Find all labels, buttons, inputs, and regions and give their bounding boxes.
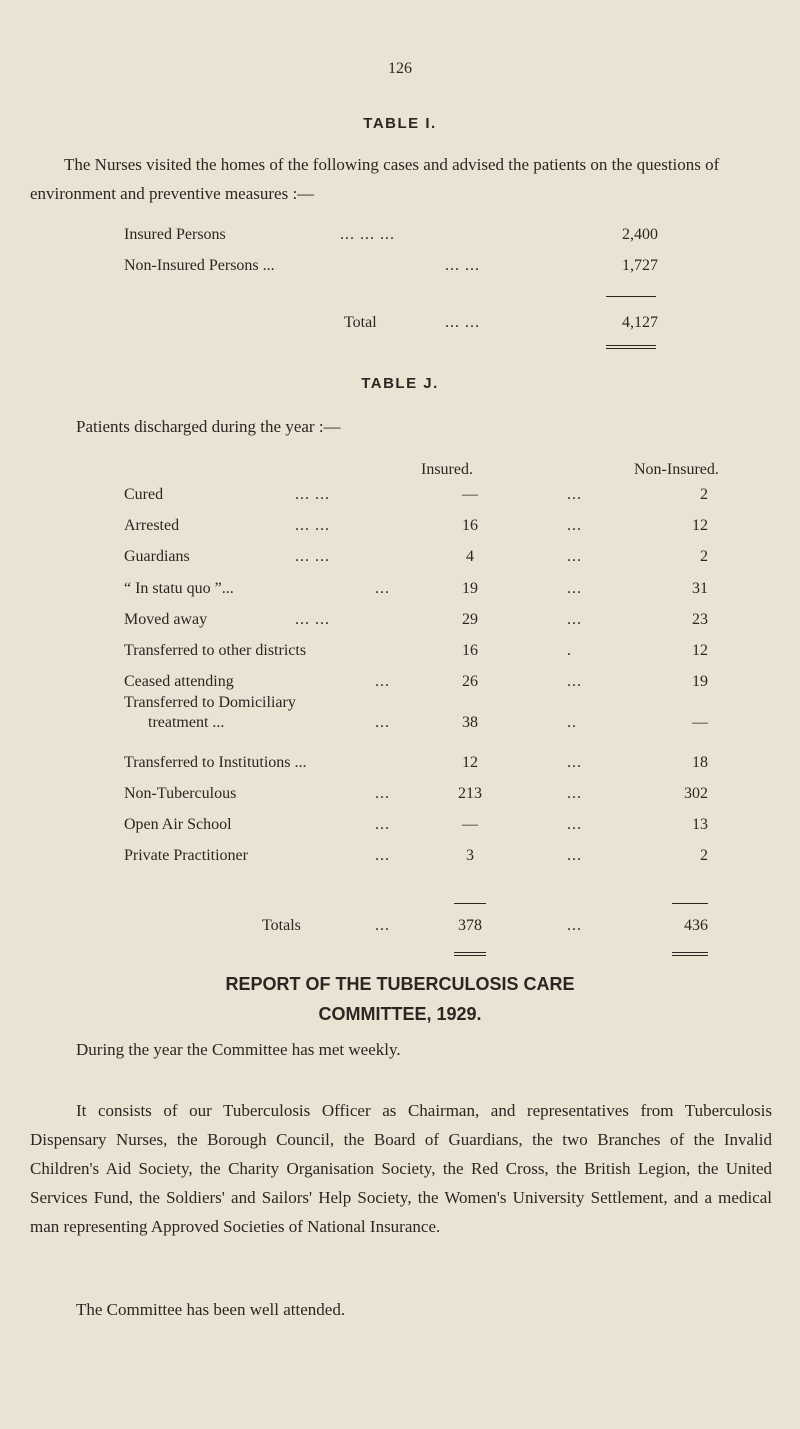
report-title-line1: REPORT OF THE TUBERCULOSIS CARE — [225, 974, 575, 994]
table-row — [0, 642, 800, 666]
row-insured-value: 3 — [466, 847, 474, 865]
total-rule-top — [606, 345, 656, 346]
table-j-intro: Patients discharged during the year :— — [76, 417, 341, 436]
row-insured-value: — — [462, 816, 478, 833]
row-label: Non-Tuberculous — [124, 784, 237, 802]
row-mid-dots: ... — [567, 517, 582, 535]
table-row — [0, 785, 800, 809]
row-non-insured-value: 302 — [684, 784, 708, 802]
row-insured-value: 38 — [462, 714, 478, 732]
row-mid-dots: ... — [567, 548, 582, 566]
row-insured-value: 16 — [462, 517, 478, 535]
row-mid-dots: ... — [567, 579, 582, 597]
row-mid-dots: ... — [567, 784, 582, 802]
row-label: Moved away — [124, 610, 208, 628]
totals-label: Totals — [262, 917, 301, 934]
totals-insured: 378 — [458, 917, 482, 934]
row-non-insured-value: 2 — [700, 847, 708, 865]
row-label: “ In statu quo ”... — [124, 579, 234, 597]
row-mid-dots: ... — [567, 673, 582, 691]
row-insured-value: 4 — [466, 548, 474, 566]
row-label: Transferred to other districts — [124, 642, 307, 659]
row-insured-value: 16 — [462, 642, 478, 659]
total-label: Total — [344, 314, 377, 331]
report-paragraph-3: The Committee has been well attended. — [76, 1300, 346, 1319]
row-dots: ... ... — [295, 517, 330, 535]
row-label: Cured — [124, 486, 164, 503]
row-value: 2,400 — [622, 226, 658, 243]
row-label: Transferred to Institutions ... — [124, 753, 307, 771]
row-dots: ... — [375, 714, 390, 732]
row-dots: ... ... ... — [340, 226, 395, 243]
row-insured-value: 12 — [462, 753, 478, 771]
row-label: Guardians — [124, 548, 190, 566]
row-non-insured-value: 19 — [692, 673, 708, 691]
table-row — [0, 754, 800, 778]
table-row — [0, 548, 800, 572]
table-j-title: TABLE J. — [361, 375, 439, 392]
row-insured-value: 19 — [462, 579, 478, 597]
non-insured-subtotal-rule — [672, 903, 708, 904]
col-header-non-insured: Non-Insured. — [634, 461, 719, 478]
table-i-title: TABLE I. — [363, 115, 437, 132]
row-non-insured-value: 18 — [692, 753, 708, 771]
totals-mid-dots: ... — [567, 917, 582, 934]
table-i-row — [0, 226, 800, 250]
table-row — [0, 611, 800, 635]
row-non-insured-value: — — [692, 714, 708, 732]
row-non-insured-value: 2 — [700, 548, 708, 566]
total-value: 4,127 — [622, 314, 658, 331]
row-mid-dots: ... — [567, 847, 582, 865]
row-label-continued: treatment ... — [148, 714, 225, 732]
row-mid-dots: ... — [567, 753, 582, 771]
insured-subtotal-rule — [454, 903, 486, 904]
table-row — [0, 816, 800, 840]
col-header-insured: Insured. — [421, 461, 473, 478]
row-non-insured-value: 2 — [700, 486, 708, 503]
row-dots: ... ... — [445, 257, 480, 274]
row-label: Ceased attending — [124, 673, 234, 691]
table-i-row — [0, 257, 800, 281]
row-dots: ... ... — [295, 486, 330, 503]
row-non-insured-value: 12 — [692, 517, 708, 535]
row-non-insured-value: 23 — [692, 610, 708, 628]
table-i-total-row — [0, 314, 800, 338]
row-insured-value: — — [462, 486, 478, 503]
row-insured-value: 213 — [458, 784, 482, 802]
row-non-insured-value: 31 — [692, 579, 708, 597]
table-row — [0, 847, 800, 871]
table-row — [0, 517, 800, 541]
row-label: Insured Persons — [124, 226, 226, 243]
row-dots: ... ... — [295, 610, 330, 628]
row-insured-value: 29 — [462, 610, 478, 628]
non-insured-total-rule-top — [672, 952, 708, 953]
row-mid-dots: ... — [567, 486, 582, 503]
row-mid-dots: .. — [567, 714, 577, 732]
table-j-totals-row — [0, 917, 800, 941]
table-j-header — [0, 461, 800, 485]
row-label: Non-Insured Persons ... — [124, 257, 275, 274]
row-value: 1,727 — [622, 257, 658, 274]
row-label: Arrested — [124, 517, 180, 535]
table-row — [0, 580, 800, 604]
insured-total-rule-top — [454, 952, 486, 953]
table-row — [0, 486, 800, 510]
row-non-insured-value: 12 — [692, 642, 708, 659]
subtotal-rule — [606, 296, 656, 297]
row-dots: ... — [375, 816, 390, 833]
total-dots: ... ... — [445, 314, 480, 331]
report-paragraph-2: It consists of our Tuberculosis Officer as Chairman, and representatives from Tuberculosis Dispensary Nurses, the Borough Council, the Board of Guardians, the two Branches of the Invalid Children's Aid Society, the Charity Organisation Society, the Red Cross, the British Legion, the United Services Fund, the Soldiers' and Sailors' Help Society, the Women's University Settlement, and a medical man representing Approved Societies of National Insurance. — [30, 1101, 772, 1236]
report-title-line2: COMMITTEE, 1929. — [318, 1004, 482, 1024]
table-row — [0, 673, 800, 697]
row-insured-value: 26 — [462, 673, 478, 691]
page-number: 126 — [388, 60, 412, 77]
table-i-intro: The Nurses visited the homes of the following cases and advised the patients on the questions of environment and preventive measures :— — [30, 155, 720, 203]
total-rule-bottom — [606, 348, 656, 349]
row-dots: ... ... — [295, 548, 330, 566]
row-dots: ... — [375, 579, 390, 597]
row-dots: ... — [375, 673, 390, 691]
insured-total-rule-bottom — [454, 955, 486, 956]
totals-dots: ... — [375, 917, 390, 934]
table-row — [0, 694, 800, 738]
row-non-insured-value: 13 — [692, 816, 708, 833]
row-mid-dots: ... — [567, 610, 582, 628]
row-dots: ... — [375, 847, 390, 865]
row-label: Open Air School — [124, 816, 232, 833]
row-label: Transferred to Domiciliary — [124, 694, 296, 712]
row-mid-dots: ... — [567, 816, 582, 833]
non-insured-total-rule-bottom — [672, 955, 708, 956]
row-dots: ... — [375, 784, 390, 802]
report-paragraph-1: During the year the Committee has met weekly. — [76, 1040, 401, 1059]
row-mid-dots: . — [567, 642, 572, 659]
totals-non-insured: 436 — [684, 917, 708, 934]
row-label: Private Practitioner — [124, 847, 248, 865]
